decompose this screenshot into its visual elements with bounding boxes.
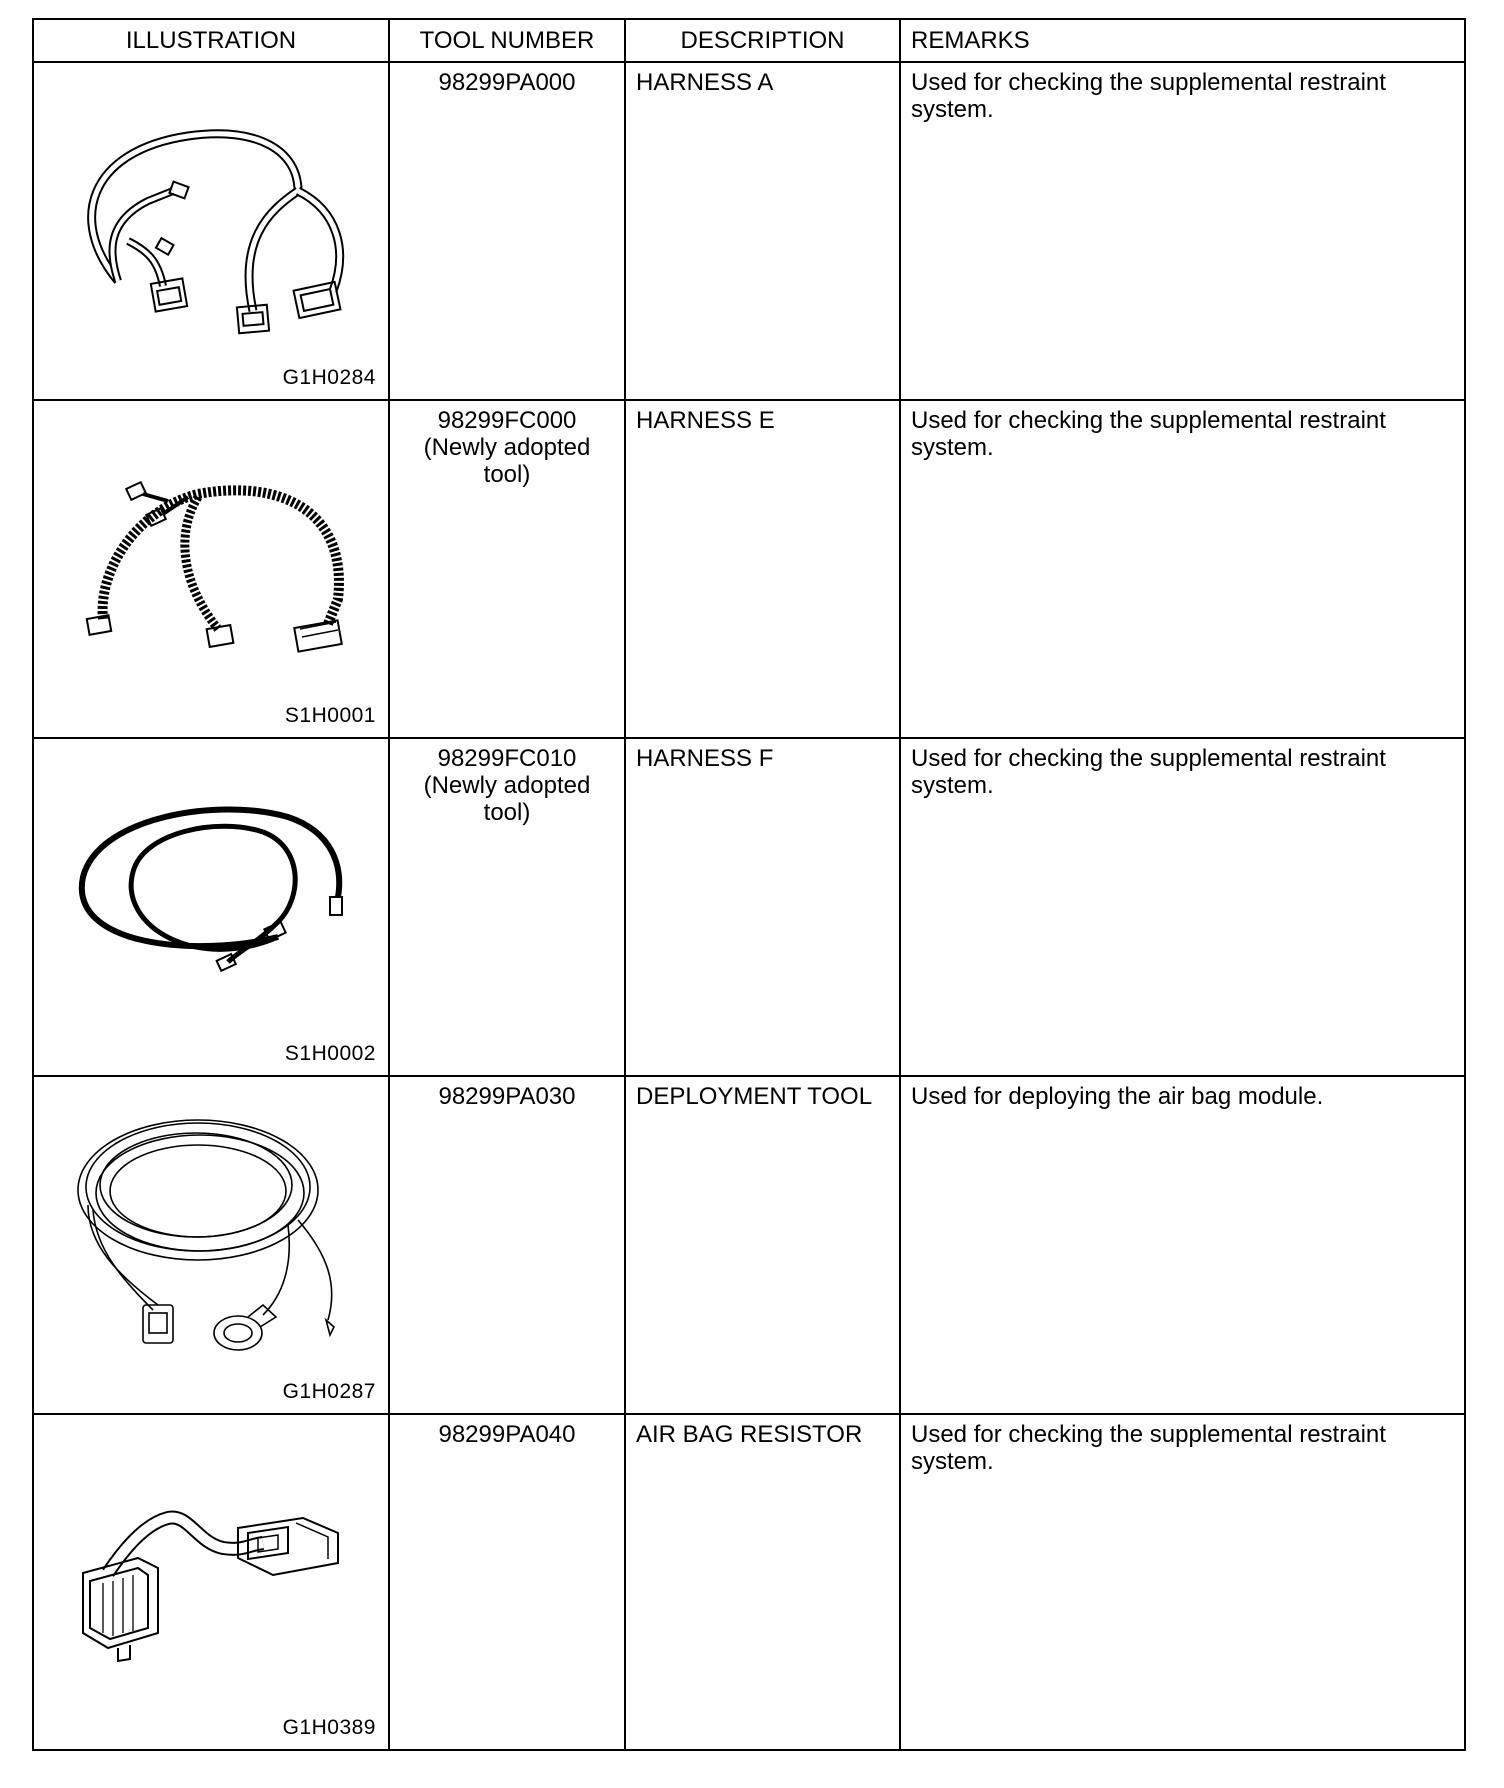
tool-number-cell: [389, 1414, 625, 1750]
description-cell: HARNESS A: [625, 62, 900, 400]
table-row: [33, 400, 1465, 738]
tool-number: 98299FC010: [437, 745, 577, 772]
header-row: [33, 19, 1465, 62]
header-description: DESCRIPTION: [625, 19, 900, 62]
illustration-cell: [33, 1076, 389, 1414]
tool-number: 98299PA030: [438, 1083, 576, 1110]
tool-number: 98299PA000: [438, 69, 576, 96]
tool-number-cell: [389, 400, 625, 738]
figure-code: G1H0389: [282, 1716, 376, 1739]
tool-note: (Newly adopted tool): [423, 434, 591, 488]
remarks-cell: Used for checking the supplemental restraint system.: [900, 1414, 1465, 1750]
description-cell: HARNESS F: [625, 738, 900, 1076]
remarks-cell: Used for checking the supplemental restraint system.: [900, 400, 1465, 738]
special-tools-table: [32, 18, 1466, 1751]
tool-number-cell: [389, 62, 625, 400]
header-remarks: REMARKS: [900, 19, 1465, 62]
figure-code: S1H0002: [284, 1042, 376, 1065]
illustration-cell: [33, 738, 389, 1076]
table-row: [33, 1076, 1465, 1414]
remarks-cell: Used for checking the supplemental restraint system.: [900, 738, 1465, 1076]
harness-f-illustration: [48, 757, 368, 1037]
tool-number: 98299PA040: [438, 1421, 576, 1448]
table-row: [33, 738, 1465, 1076]
figure-code: G1H0284: [282, 366, 376, 389]
header-tool-number: TOOL NUMBER: [389, 19, 625, 62]
deployment-tool-illustration: [48, 1095, 368, 1375]
air-bag-resistor-illustration: [48, 1433, 368, 1713]
description-cell: HARNESS E: [625, 400, 900, 738]
harness-a-illustration: [48, 81, 368, 361]
tool-number-cell: [389, 1076, 625, 1414]
table-row: [33, 1414, 1465, 1750]
figure-code: G1H0287: [282, 1380, 376, 1403]
tool-number-cell: [389, 738, 625, 1076]
description-cell: DEPLOYMENT TOOL: [625, 1076, 900, 1414]
illustration-cell: [33, 62, 389, 400]
figure-code: S1H0001: [284, 704, 376, 727]
harness-e-illustration: [48, 419, 368, 699]
table-row: [33, 62, 1465, 400]
description-cell: AIR BAG RESISTOR: [625, 1414, 900, 1750]
illustration-cell: [33, 400, 389, 738]
remarks-cell: Used for deploying the air bag module.: [900, 1076, 1465, 1414]
illustration-cell: [33, 1414, 389, 1750]
tool-note: (Newly adopted tool): [423, 772, 591, 826]
header-illustration: ILLUSTRATION: [33, 19, 389, 62]
tool-number: 98299FC000: [437, 407, 577, 434]
remarks-cell: Used for checking the supplemental restraint system.: [900, 62, 1465, 400]
